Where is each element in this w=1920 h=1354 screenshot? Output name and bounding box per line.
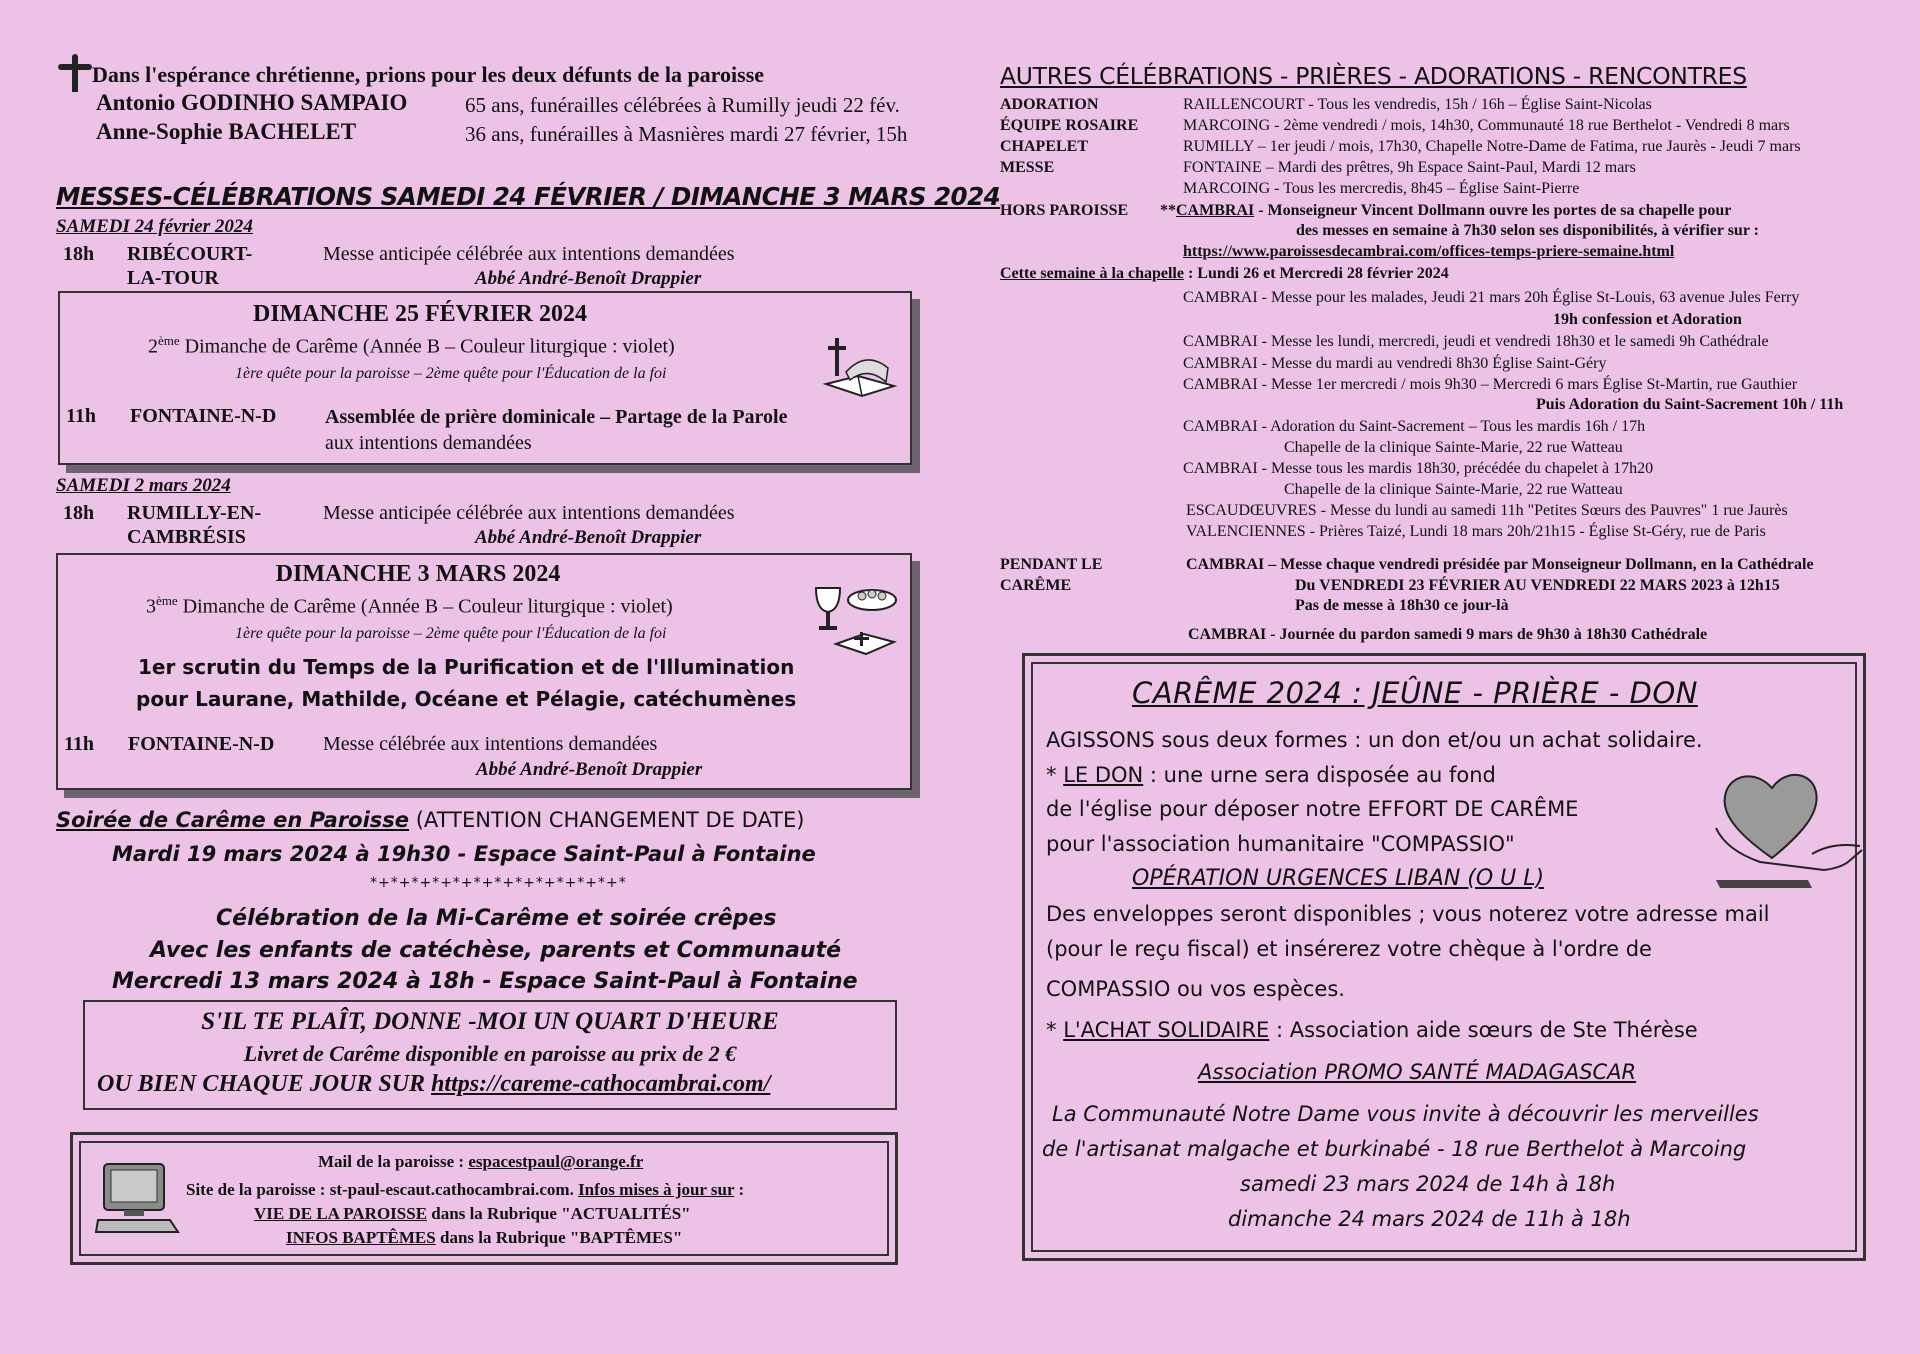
cambrai-line: CAMBRAI - Adoration du Saint-Sacrement – Tous les mardis 16h / 17h — [1183, 418, 1646, 435]
row-text: RAILLENCOURT - Tous les vendredis, 15h / 16h – Église Saint-Nicolas — [1183, 96, 1652, 113]
sunday-title: DIMANCHE 3 MARS 2024 — [275, 561, 561, 587]
mass-time: 18h — [63, 243, 95, 265]
infos-baptemes-link[interactable]: INFOS BAPTÊMES — [286, 1228, 436, 1247]
careme-achat-line: * L'ACHAT SOLIDAIRE : Association aide sœurs de Ste Thérèse — [1046, 1018, 1698, 1042]
mass-time: 11h — [64, 733, 95, 755]
mass-place: FONTAINE-N-D — [130, 405, 277, 427]
careme-invite-line: samedi 23 mars 2024 de 14h à 18h — [1240, 1172, 1616, 1196]
row-label: CARÊME — [1000, 577, 1072, 594]
row-label: ÉQUIPE ROSAIRE — [1000, 117, 1139, 134]
mi-careme-date: Mercredi 13 mars 2024 à 18h - Espace Saint-Paul à Fontaine — [112, 969, 858, 994]
priest-name: Abbé André-Benoît Drappier — [476, 759, 703, 780]
cambrai-line: CAMBRAI - Messe du mardi au vendredi 8h30 Église Saint-Géry — [1183, 355, 1607, 372]
contact-site-line: Site de la paroisse : st-paul-escaut.cathocambrai.com. Infos mises à jour sur : — [186, 1180, 745, 1199]
careme-env-line: (pour le reçu fiscal) et insérerez votre chèque à l'ordre de — [1046, 937, 1652, 961]
mi-careme-line: Avec les enfants de catéchèse, parents et Communauté — [150, 938, 842, 963]
careme-mass-line: Pas de messe à 18h30 ce jour-là — [1295, 597, 1509, 614]
cambrai-line: CAMBRAI - Messe les lundi, mercredi, jeudi et vendredi 18h30 et le samedi 9h Cathédrale — [1183, 333, 1769, 350]
cambrai-line: VALENCIENNES - Prières Taizé, Lundi 18 mars 20h/21h15 - Église St-Géry, rue de Paris — [1186, 523, 1766, 540]
obituary-detail: 36 ans, funérailles à Masnières mardi 27 février, 15h — [465, 122, 908, 146]
contact-vie-line: VIE DE LA PAROISSE dans la Rubrique "ACTUALITÉS" — [254, 1204, 691, 1223]
soiree-date: Mardi 19 mars 2024 à 19h30 - Espace Saint-Paul à Fontaine — [112, 842, 816, 866]
obituary-name: Anne-Sophie BACHELET — [96, 119, 357, 144]
cambrai-line: Chapelle de la clinique Sainte-Marie, 22 rue Watteau — [1284, 481, 1623, 498]
row-text: MARCOING - 2ème vendredi / mois, 14h30, Communauté 18 rue Berthelot - Vendredi 8 mars — [1183, 117, 1790, 134]
careme-invite-line: dimanche 24 mars 2024 de 11h à 18h — [1228, 1207, 1631, 1231]
sunday-subtitle: 3ème Dimanche de Carême (Année B – Couleur liturgique : violet) — [146, 593, 673, 618]
row-label: CHAPELET — [1000, 138, 1089, 155]
row-text: FONTAINE – Mardi des prêtres, 9h Espace Saint-Paul, Mardi 12 mars — [1183, 159, 1636, 176]
mass-description-line2: aux intentions demandées — [325, 432, 532, 454]
saturday-date: SAMEDI 24 février 2024 — [56, 216, 253, 237]
mass-description: Messe anticipée célébrée aux intentions demandées — [323, 502, 735, 524]
livret-price: Livret de Carême disponible en paroisse au prix de 2 € — [243, 1041, 737, 1066]
diocese-link[interactable]: https://www.paroissesdecambrai.com/offices-temps-priere-semaine.html — [1183, 243, 1675, 260]
row-label: ADORATION — [1000, 96, 1099, 113]
row-label: PENDANT LE — [1000, 556, 1103, 573]
parish-email-link[interactable]: espacestpaul@orange.fr — [468, 1152, 644, 1171]
cambrai-line: Puis Adoration du Saint-Sacrement 10h / 11h — [1536, 396, 1844, 413]
star-divider: *+*+*+*+*+*+*+*+*+*+*+*+* — [370, 875, 627, 891]
careme-invite-line: La Communauté Notre Dame vous invite à découvrir les merveilles — [1052, 1102, 1759, 1126]
careme-don-line: pour l'association humanitaire "COMPASSIO" — [1046, 832, 1515, 856]
mass-place: RUMILLY-EN- — [127, 502, 262, 524]
mass-description: Messe célébrée aux intentions demandées — [323, 733, 658, 755]
saturday-date: SAMEDI 2 mars 2024 — [56, 475, 231, 496]
priest-name: Abbé André-Benoît Drappier — [475, 268, 702, 289]
contact-bapt-line: INFOS BAPTÊMES dans la Rubrique "BAPTÊMES" — [286, 1228, 683, 1247]
livret-box — [83, 1000, 897, 1110]
quete-note: 1ère quête pour la paroisse – 2ème quête pour l'Éducation de la foi — [235, 365, 667, 382]
careme-mass-line: Du VENDREDI 23 FÉVRIER AU VENDREDI 22 MARS 2023 à 12h15 — [1295, 577, 1780, 594]
careme-env-line: Des enveloppes seront disponibles ; vous noterez votre adresse mail — [1046, 902, 1770, 926]
careme-link[interactable]: https://careme-cathocambrai.com/ — [431, 1071, 771, 1097]
mass-place: FONTAINE-N-D — [128, 733, 275, 755]
mass-description: Messe anticipée célébrée aux intentions demandées — [323, 243, 735, 265]
contact-mail-line: Mail de la paroisse : espacestpaul@orange.fr — [318, 1152, 644, 1171]
sunday-title: DIMANCHE 25 FÉVRIER 2024 — [252, 301, 587, 327]
obituary-name: Antonio GODINHO SAMPAIO — [96, 90, 408, 115]
cambrai-line: Chapelle de la clinique Sainte-Marie, 22 rue Watteau — [1284, 439, 1623, 456]
sunday-subtitle: 2ème Dimanche de Carême (Année B – Couleur liturgique : violet) — [148, 333, 675, 358]
chalice-bread-icon — [810, 582, 902, 662]
sunday-box — [58, 291, 912, 465]
careme-env-line: COMPASSIO ou vos espèces. — [1046, 977, 1345, 1001]
careme-invite-line: de l'artisanat malgache et burkinabé - 18 rue Berthelot à Marcoing — [1042, 1137, 1747, 1161]
cambrai-line: 19h confession et Adoration — [1553, 311, 1742, 328]
cambrai-line: ESCAUDŒUVRES - Messe du lundi au samedi 11h "Petites Sœurs des Pauvres" 1 rue Jaurès — [1186, 502, 1788, 519]
vie-paroisse-link[interactable]: VIE DE LA PAROISSE — [254, 1204, 428, 1223]
careme-don-line: * LE DON : une urne sera disposée au fond — [1046, 763, 1496, 787]
careme-promo: Association PROMO SANTÉ MADAGASCAR — [1198, 1060, 1637, 1084]
cambrai-line: CAMBRAI - Messe 1er mercredi / mois 9h30 – Mercredi 6 mars Église St-Martin, rue Gauthier — [1183, 376, 1798, 393]
row-text: **CAMBRAI - Monseigneur Vincent Dollmann ouvre les portes de sa chapelle pour — [1160, 202, 1732, 219]
careme-oul: OPÉRATION URGENCES LIBAN (O U L) — [1132, 866, 1545, 891]
careme-title: CARÊME 2024 : JEÛNE - PRIÈRE - DON — [1132, 676, 1698, 710]
bible-cross-icon — [822, 332, 898, 402]
cambrai-line: CAMBRAI - Messe tous les mardis 18h30, précédée du chapelet à 17h20 — [1183, 460, 1654, 477]
row-label: HORS PAROISSE — [1000, 202, 1129, 219]
obituary-intro: Dans l'espérance chrétienne, prions pour les deux défunts de la paroisse — [92, 62, 765, 87]
row-text: MARCOING - Tous les mercredis, 8h45 – Église Saint-Pierre — [1183, 180, 1580, 197]
autres-title: AUTRES CÉLÉBRATIONS - PRIÈRES - ADORATIONS - RENCONTRES — [1000, 62, 1747, 90]
scrutin-line: pour Laurane, Mathilde, Océane et Pélagie, catéchumènes — [136, 687, 797, 711]
livret-link-line: OU BIEN CHAQUE JOUR SUR https://careme-cathocambrai.com/ — [97, 1071, 771, 1097]
chapel-week-line: Cette semaine à la chapelle : Lundi 26 et Mercredi 28 février 2024 — [1000, 265, 1449, 282]
obituary-detail: 65 ans, funérailles célébrées à Rumilly jeudi 22 fév. — [465, 93, 900, 117]
parish-site-link[interactable]: Site de la paroisse : st-paul-escaut.cathocambrai.com. — [186, 1180, 579, 1199]
mass-description: Assemblée de prière dominicale – Partage de la Parole — [325, 406, 788, 428]
priest-name: Abbé André-Benoît Drappier — [475, 527, 702, 548]
scrutin-line: 1er scrutin du Temps de la Purification et de l'Illumination — [138, 655, 795, 679]
pardon-line: CAMBRAI - Journée du pardon samedi 9 mars de 9h30 à 18h30 Cathédrale — [1188, 626, 1708, 643]
row-label: MESSE — [1000, 159, 1055, 176]
mass-time: 18h — [63, 502, 95, 524]
mass-place: RIBÉCOURT- — [127, 243, 253, 265]
careme-don-line: de l'église pour déposer notre EFFORT DE CARÊME — [1046, 797, 1579, 821]
mass-place: CAMBRÉSIS — [127, 526, 246, 548]
livret-title: S'IL TE PLAÎT, DONNE -MOI UN QUART D'HEURE — [201, 1008, 779, 1035]
careme-mass-line: CAMBRAI – Messe chaque vendredi présidée par Monseigneur Dollmann, en la Cathédrale — [1186, 556, 1814, 573]
row-text: RUMILLY – 1er jeudi / mois, 17h30, Chapelle Notre-Dame de Fatima, rue Jaurès - Jeudi 7 mars — [1183, 138, 1801, 155]
computer-icon — [94, 1160, 180, 1236]
cambrai-line: CAMBRAI - Messe pour les malades, Jeudi 21 mars 20h Église St-Louis, 63 avenue Jules Ferry — [1183, 289, 1800, 306]
mass-place: LA-TOUR — [127, 267, 219, 289]
careme-agissons: AGISSONS sous deux formes : un don et/ou un achat solidaire. — [1046, 728, 1703, 752]
heart-hand-icon — [1712, 758, 1870, 896]
sunday-box — [56, 553, 912, 790]
mass-time: 11h — [66, 405, 97, 427]
cross-icon — [58, 54, 92, 94]
masses-title: MESSES-CÉLÉBRATIONS SAMEDI 24 FÉVRIER / DIMANCHE 3 MARS 2024 — [56, 182, 1001, 211]
quete-note: 1ère quête pour la paroisse – 2ème quête pour l'Éducation de la foi — [235, 625, 667, 642]
mi-careme-title: Célébration de la Mi-Carême et soirée crêpes — [216, 906, 777, 931]
row-text: des messes en semaine à 7h30 selon ses disponibilités, à vérifier sur : — [1296, 222, 1759, 239]
soiree-heading: Soirée de Carême en Paroisse (ATTENTION CHANGEMENT DE DATE) — [56, 808, 805, 832]
